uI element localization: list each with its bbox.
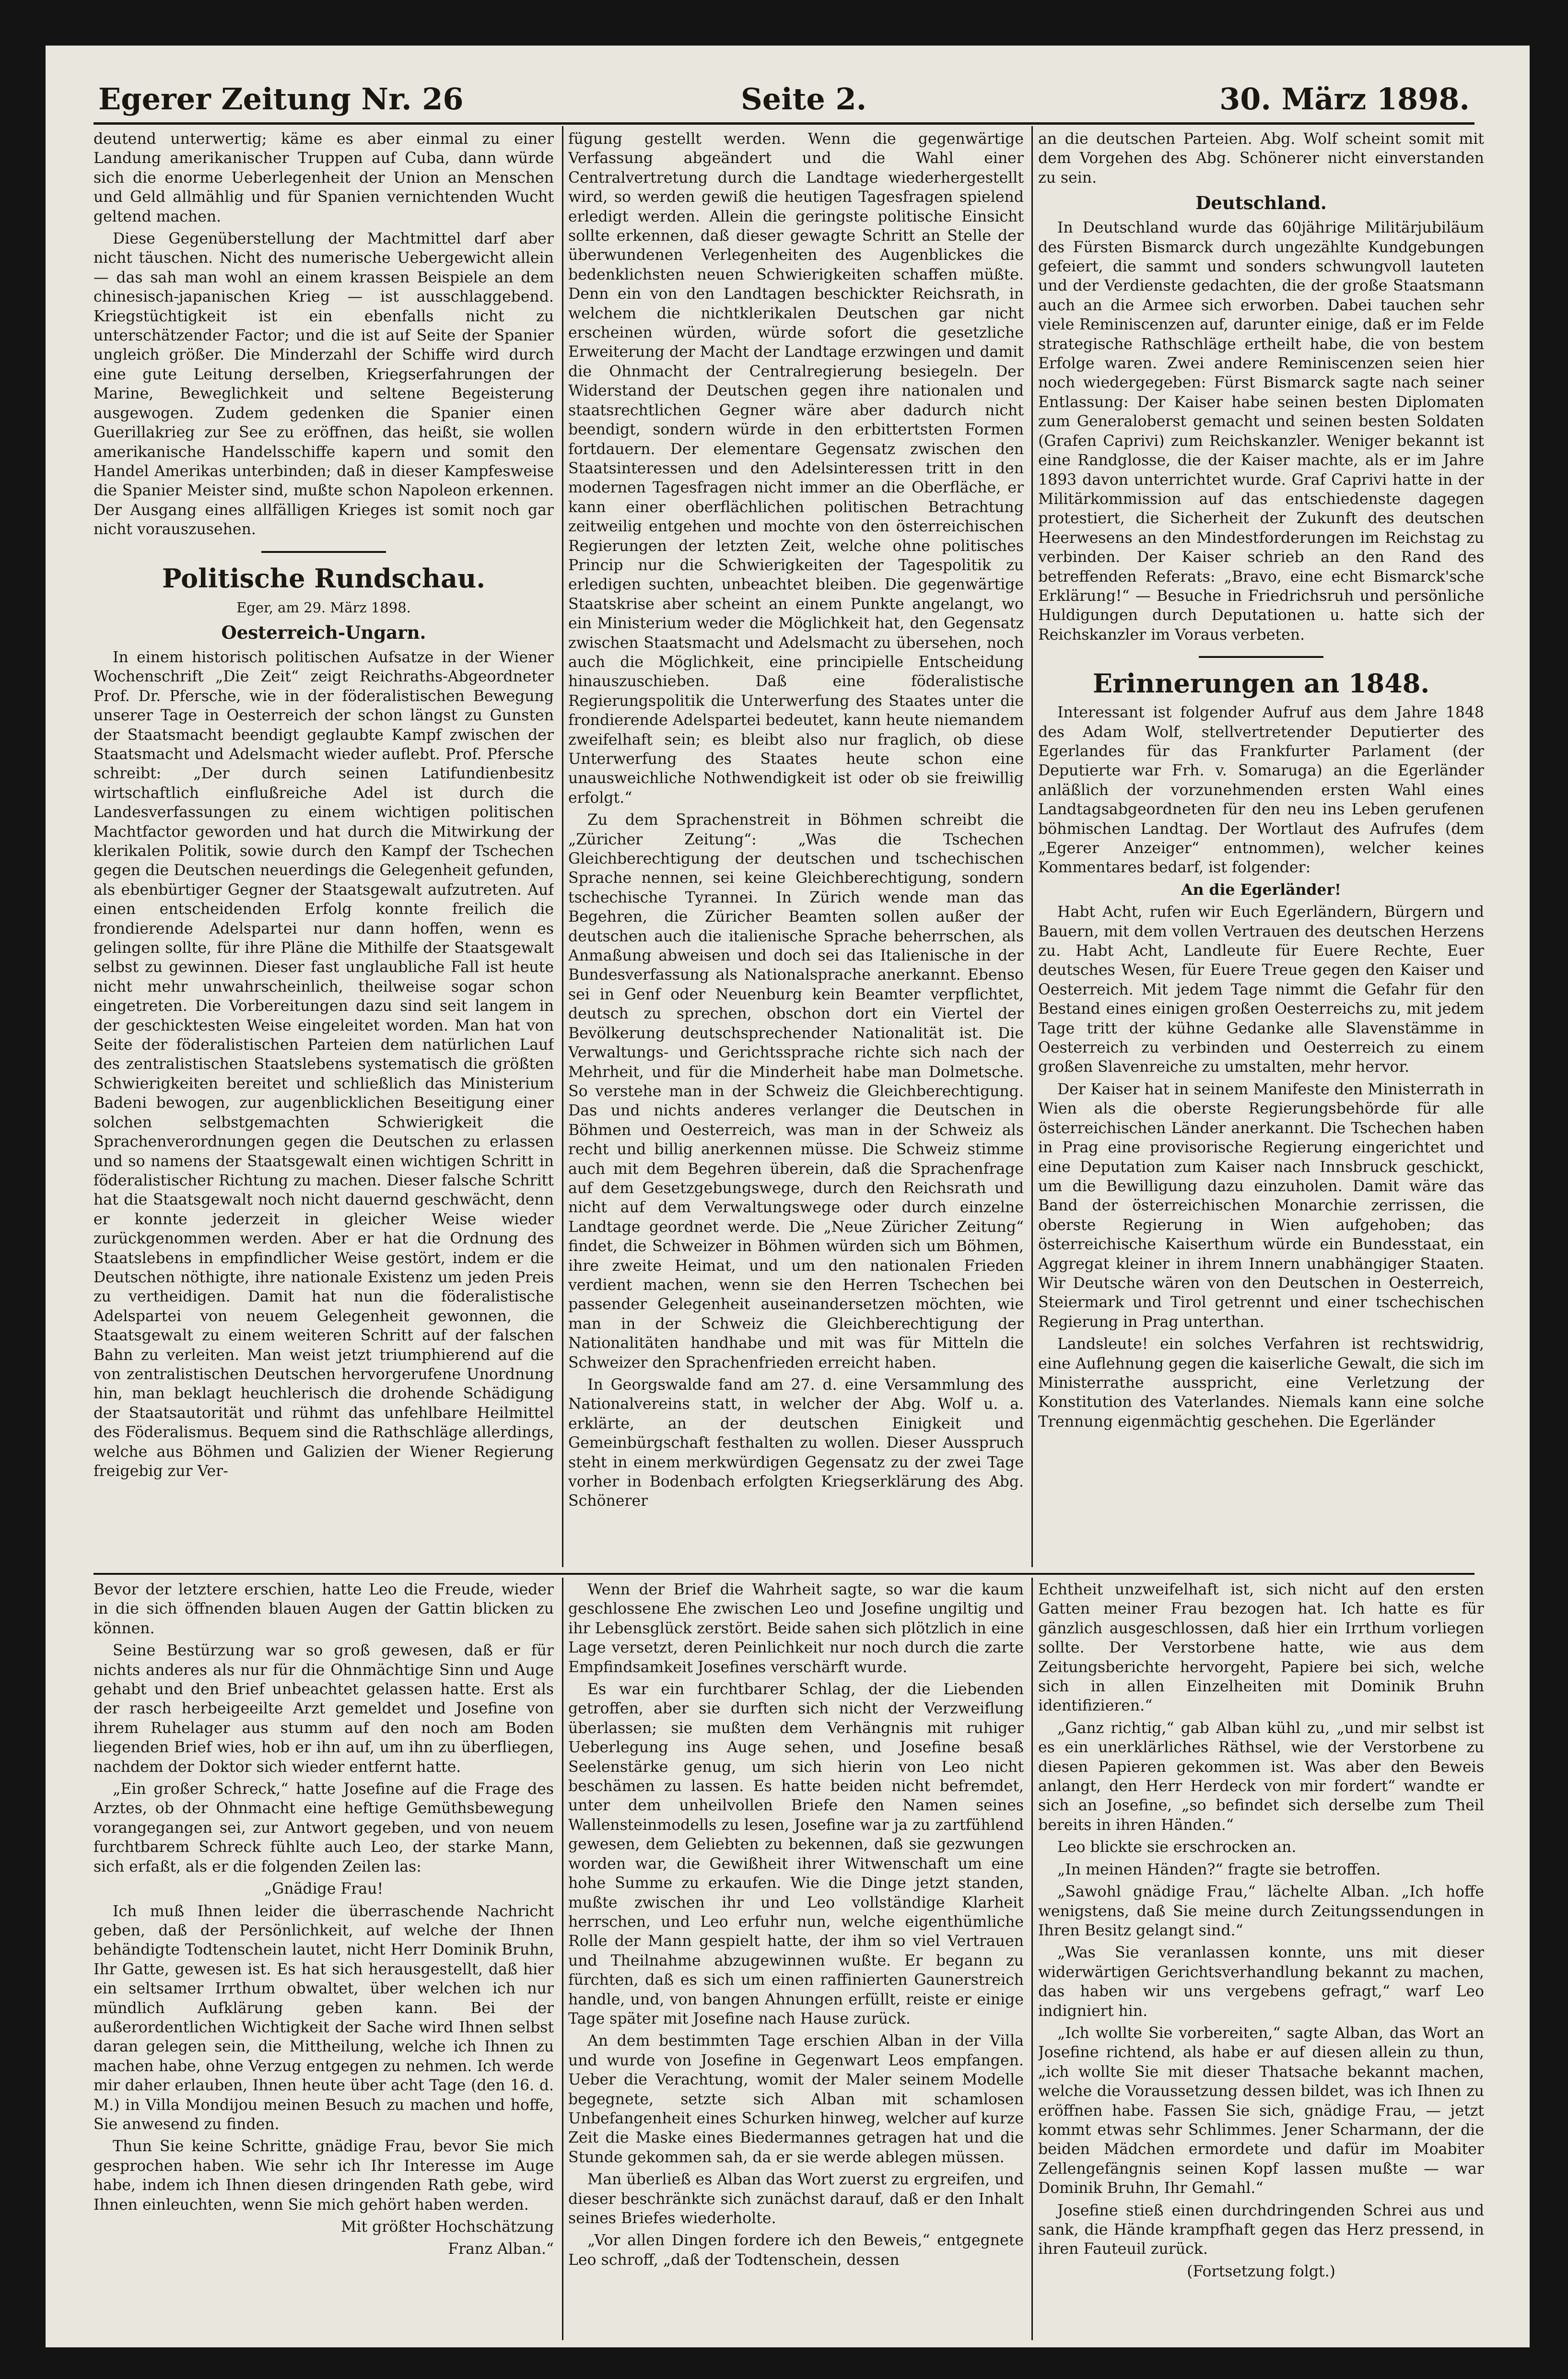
col1-paragraph-3: In einem historisch politischen Aufsatze in der Wiener Wochenschrift „Die Zeit“ zeigt Reichraths-Abgeordneter Prof. Dr. Pfersche, wie in der föderalistischen Bewegung unserer Tage in Oesterreich der schon längst zu Gunsten der Staatsmacht beendigt geglaubte Kampf zwischen der Staatsmacht und Adelsmacht wieder auflebt. Prof. Pfersche schreibt: „Der durch seinen Latifundienbesitz wirtschaftlich einflußreiche Adel ist durch die Landesverfassungen zu einem wichtigen politischen Machtfactor geworden und hat durch die Mitwirkung der klerikalen Politik, sowie durch den Kampf der Tschechen gegen die Deutschen neuerdings die Gelegenheit gefunden, als ebenbürtiger Gegner der Staatsgewalt aufzutreten. Auf einen entscheidenden Erfolg konnte freilich die frondierende Adelspartei nur dann hoffen, wenn es gelingen sollte, für ihre Pläne die Mithilfe der Staatsgewalt selbst zu gewinnen. Dieser fast unglaubliche Fall ist heute nicht mehr unwahrscheinlich, theilweise sogar schon eingetreten. Die Vorbereitungen dazu sind seit langem in der geschicktesten Weise eingeleitet worden. Man hat von Seite der föderalistischen Parteien dem natürlichen Lauf des zentralistischen Staatslebens systematisch die größten Schwierigkeiten bereitet und schließlich das Ministerium Badeni bewogen, zur augenblicklichen Beseitigung einer solchen selbstgemachten Schwierigkeit die Sprachenverordnungen gegen die Deutschen zu erlassen und so namens der Staatsgewalt einen wichtigen Schritt in föderalistischer Richtung zu machen. Dieser falsche Schritt hat die Staatsgewalt noch nicht dauernd geschwächt, denn er konnte jederzeit in gleicher Weise wieder zurückgenommen werden. Aber er hat die Ordnung des Staatslebens in empfindlicher Weise gestört, indem er die Deutschen nöthigte, ihre nationale Existenz um jeden Preis zu vertheidigen. Damit hat nun die föderalistische Adelspartei von neuem Gelegenheit gewonnen, die Staatsgewalt zu einem weiteren Schritt auf der falschen Bahn zu verleiten. Man weist jetzt triumphierend auf die von zentralistischen Deutschen hervorgerufene Unordnung hin, man beklagt heuchlerisch die drohende Schädigung der Staatsautorität und rühmt das unfehlbare Heilmittel des Föderalismus. Bequem sind die Rathschläge allerdings, welche aus Böhmen und Galizien der Wiener Regierung freigebig zur Ver- (94, 648, 554, 1480)
page-header (98, 67, 1470, 125)
feuilleton-column-1 (94, 1580, 554, 2343)
col3-paragraph-3: Interessant ist folgender Aufruf aus dem Jahre 1848 des Adam Wolf, stellvertretender Deputierter des Egerlandes für das Frankfurter Parlament (der Deputierte war Frh. v. Somaruga) an die Egerländer anläßlich der vorzunehmenden ersten Wahl eines Landtagsabgeordneten für den neu ins Leben gerufenen böhmischen Landtag. Der Wortlaut des Aufrufes (dem „Egerer Anzeiger“ entnommen), welcher keines Kommentares bedarf, ist folgender: (1038, 704, 1484, 877)
letter-body-1: Ich muß Ihnen leider die überraschende Nachricht geben, daß der Persönlichkeit, auf welche der Ihnen behändigte Todtenschein lautet, nicht Herr Dominik Bruhn, Ihr Gatte, gewesen ist. Es hat sich herausgestellt, daß hier ein seltsamer Irrthum obwaltet, über welchen ich nur mündlich Aufklärung geben kann. Bei der außerordentlichen Wichtigkeit der Sache wird Ihnen selbst daran gelegen sein, die Mittheilung, welche ich Ihnen zu machen habe, ohne Verzug entgegen zu nehmen. Ich werde mir daher erlauben, Ihnen heute über acht Tage (den 16. d. M.) in Villa Mondijou meinen Besuch zu machen und hoffe, Sie anwesend zu finden. (94, 1902, 554, 2133)
feuilleton-rule (94, 1573, 1474, 1575)
column-divider-2 (1031, 126, 1033, 1567)
feuilleton-divider-1 (562, 1578, 563, 2340)
feuilleton-c3-paragraph-7: „Ich wollte Sie vorbereiten,“ sagte Alban, das Wort an Josefine richtend, als habe er auf diesen allein zu thun, „ich wollte Sie mit dieser Thatsache bekannt machen, welche die Voraussetzung dessen bildet, was ich Ihnen zu eröffnen habe. Fassen Sie sich, gnädige Frau, — jetzt kommt etwas sehr Schlimmes. Jener Scharmann, der die beiden Mädchen ermordete und dafür im Moabiter Zellengefängnis seinen Kopf lassen mußte — war Dominik Bruhn, Ihr Gemahl.“ (1038, 2024, 1484, 2197)
deutschland-subheading: Deutschland. (1195, 192, 1327, 214)
feuilleton-c3-paragraph-5: „Sawohl gnädige Frau,“ lächelte Alban. „Ich hoffe wenigstens, daß Sie meine durch Zeitungssendungen in Ihren Besitz gelangt sind.“ (1038, 1883, 1484, 1939)
col2-paragraph-3: In Georgswalde fand am 27. d. eine Versammlung des Nationalvereins statt, in welcher der Abg. Wolf u. a. erklärte, an der deutschen Einigkeit und Gemeinbürgschaft festhalten zu wollen. Dieser Ausspruch steht in einem merkwürdigen Gegensatz zu der zwei Tage vorher in Bodenbach erfolgten Kriegserklärung des Abg. Schönerer (568, 1376, 1024, 1510)
header-title: Egerer Zeitung Nr. 26 (98, 82, 464, 117)
feuilleton-column-3 (1038, 1580, 1484, 2343)
feuilleton-column-2 (568, 1580, 1024, 2343)
feuilleton-c3-paragraph-8: Josefine stieß einen durchdringenden Schrei aus und sank, die Hände krampfhaft gegen das Herz pressend, in ihren Fauteuil zurück. (1038, 2202, 1484, 2258)
column-divider-1 (562, 126, 563, 1567)
col3-paragraph-1: an die deutschen Parteien. Abg. Wolf scheint somit mit dem Vorgehen des Abg. Schönerer nicht einverstanden zu sein. (1038, 130, 1484, 187)
section-separator (261, 551, 386, 553)
col3-paragraph-5: Der Kaiser hat in seinem Manifeste den Ministerrath in Wien als die oberste Regierungsbehörde für alle österreichischen Länder anerkannt. Die Tschechen haben in Prag eine provisorische Regierung eingerichtet und eine Deputation zum Kaiser nach Innsbruck geschickt, um die Bewilligung dazu einzuholen. Damit wäre das Band der österreichischen Monarchie zerrissen, die oberste Regierung in Wien aufgehoben; das österreichische Kaiserthum würde ein Bundesstaat, ein Aggregat kleiner in ihrem Innern unabhängiger Staaten. Wir Deutsche wären von den Deutschen in Oesterreich, Steiermark und Tirol getrennt und einer tschechischen Regierung in Prag unterthan. (1038, 1080, 1484, 1331)
oesterreich-ungarn-subheading: Oesterreich-Ungarn. (221, 621, 426, 643)
letter-signature: Franz Alban.“ (448, 2240, 554, 2258)
feuilleton-c2-paragraph-1: Wenn der Brief die Wahrheit sagte, so war die kaum geschlossene Ehe zwischen Leo und Josefine ungiltig und ihr Lebensglück zerstört. Beide sahen sich plötzlich in eine Lage versetzt, deren Peinlichkeit nur noch durch die zarte Empfindsamkeit Josefines verschärft wurde. (568, 1581, 1024, 1676)
feuilleton-c1-paragraph-1: Bevor der letztere erschien, hatte Leo die Freude, wieder in die sich öffnenden blauen Augen der Gattin blicken zu können. (94, 1581, 554, 1637)
feuilleton-c2-paragraph-5: „Vor allen Dingen fordere ich den Beweis,“ entgegnete Leo schroff, „daß der Todtenschein, dessen (568, 2232, 1024, 2269)
letter-closing: Mit größter Hochschätzung (341, 2218, 554, 2236)
letter-body-2: Thun Sie keine Schritte, gnädige Frau, bevor Sie mich gesprochen haben. Wie sehr ich Ihr Interesse im Auge habe, indem ich Ihnen diesen dringenden Rath gebe, wird Ihnen einleuchten, wenn Sie mich gehört haben werden. (94, 2138, 554, 2214)
section-separator (1199, 656, 1323, 658)
header-rule (94, 122, 1474, 125)
col2-paragraph-1: fügung gestellt werden. Wenn die gegenwärtige Verfassung abgeändert und die Wahl einer Centralvertretung durch die Landtage wiederhergestellt wird, so werden gewiß die heutigen Tagesfragen spielend erledigt werden. Allein die geringste politische Einsicht sollte erkennen, daß dieser gewagte Schritt an Stelle der überwundenen Verlegenheiten des Augenblickes die bedenklichsten neuen Schwierigkeiten schaffen müßte. Denn ein von den Landtagen beschickter Reichsrath, in welchem die nichtklerikalen Deutschen gar nicht erscheinen würden, würde sofort die gesetzliche Erweiterung der Macht der Landtage erzwingen und damit die Ohnmacht der Centralregierung besiegeln. Der Widerstand der Deutschen gegen ihre nationalen und staatsrechtlichen Gegner wäre aber dadurch nicht beendigt, sondern würde in den erbittertsten Formen fortdauern. Der elementare Gegensatz zwischen den Staatsinteressen und den Adelsinteressen tritt in den modernen Tagesfragen nicht immer an die Oberfläche, er kann einer oberflächlichen politischen Betrachtung zeitweilig entgehen und mochte von den österreichischen Regierungen der letzten Zeit, welche ohne politisches Princip nur die Schwierigkeiten der Tagespolitik zu erledigen suchten, unbeachtet bleiben. Die gegenwärtige Staatskrise aber scheint an einem Punkte angelangt, wo ein Ministerium weder die Möglichkeit hat, den Gegensatz zwischen Staatsmacht und Adelsmacht zu übersehen, noch auch die Möglichkeit, eine principielle Entscheidung hinauszuschieben. Daß eine föderalistische Regierungspolitik die Unterwerfung des Staates unter die frondierende Adelspartei bedeutet, kann heute niemandem zweifelhaft sein; es bleibt also nur fraglich, ob diese Unterwerfung des Staates heute schon eine unausweichliche Nothwendigkeit ist oder ob sie freiwillig erfolgt.“ (568, 130, 1024, 807)
feuilleton-c2-paragraph-2: Es war ein furchtbarer Schlag, der die Liebenden getroffen, aber sie durften sich nicht der Verzweiflung überlassen; sie mußten dem Verhängnis mit ruhiger Ueberlegung ins Auge sehen, und Josefine besaß Seelenstärke genug, um sich hierin von Leo nicht beschämen zu lassen. Es hatte beiden nicht befremdet, unter dem unheilvollen Briefe den Namen seines Wallensteinmodells zu lesen, Josefine war ja zu zartfühlend gewesen, dem Geliebten zu bekennen, daß sie gezwungen worden war, die Gewißheit ihrer Witwenschaft um eine hohe Summe zu erkaufen. Wie die Dinge jetzt standen, mußte zwischen ihr und Leo vollständige Klarheit herrschen, und Leo erfuhr nun, welche eigenthümliche Rolle der Mann gespielt hatte, der ihm so viel Vertrauen und Theilnahme abzugewinnen wußte. Er begann zu fürchten, daß es sich um einen raffinierten Gaunerstreich handle, und, von bangen Ahnungen erfüllt, reiste er einige Tage später mit Josefine nach Hause zurück. (568, 1681, 1024, 2027)
column-1 (94, 129, 554, 1568)
column-3 (1038, 129, 1484, 1568)
col1-paragraph-1: deutend unterwertig; käme es aber einmal zu einer Landung amerikanischer Truppen auf Cuba, dann würde sich die enorme Ueberlegenheit der Union an Menschen und Geld allmählig und für Spanien vernichtenden Wucht geltend machen. (94, 130, 554, 225)
col3-paragraph-2: In Deutschland wurde das 60jährige Militärjubiläum des Fürsten Bismarck durch ungezählte Kundgebungen gefeiert, die sammt und sonders schwungvoll lauteten und der Verdienste gedachten, die der große Staatsmann auch an die Armee sich erworben. Dabei tauchen sehr viele Reminiscenzen auf, darunter einige, daß er im Felde strategische Rathschläge ertheilt habe, die von bestem Erfolge waren. Zwei andere Reminiscenzen seien hier noch wiedergegeben: Fürst Bismarck sagte nach seiner Entlassung: Der Kaiser habe seinen besten Diplomaten zum Generaloberst gemacht und seinen besten Soldaten (Grafen Caprivi) zum Reichskanzler. Weniger bekannt ist eine Randglosse, die der Kaiser machte, als er im Jahre 1893 davon unterrichtet wurde. Graf Caprivi hatte in der Militärkommission auf das entschiedenste dagegen protestiert, die Sicherheit der Zukunft des deutschen Heerwesens an den Mindestforderungen im Reichstag zu verbinden. Der Kaiser schrieb an den Rand des betreffenden Referats: „Bravo, eine echt Bismarck'sche Erklärung!“ — Besuche in Friedrichsruh und persönliche Huldigungen durch Deputationen u. hatte sich der Reichskanzler im Voraus verbeten. (1038, 219, 1484, 644)
header-date: 30. März 1898. (1219, 82, 1470, 117)
feuilleton-c3-paragraph-2: „Ganz richtig,“ gab Alban kühl zu, „und mir selbst ist es ein unerklärliches Räthsel, wie der Verstorbene zu diesen Papieren gekommen ist. Was aber den Beweis anlangt, den Herr Herdeck von mir fordert“ wandte er sich an Josefine, „so befindet sich derselbe zum Theil bereits in ihren Händen.“ (1038, 1719, 1484, 1834)
feuilleton-c2-paragraph-4: Man überließ es Alban das Wort zuerst zu ergreifen, und dieser beschränkte sich zunächst darauf, daß er den Inhalt seines Briefes wiederholte. (568, 2171, 1024, 2227)
col3-paragraph-6: Landsleute! ein solches Verfahren ist rechtswidrig, eine Auflehnung gegen die kaiserliche Gewalt, die sich im Ministerrathe ausspricht, eine Verletzung der Konstitution des Vaterlandes. Niemals kann eine solche Trennung eigenmächtig geschehen. Die Egerländer (1038, 1336, 1484, 1430)
address-line: An die Egerländer! (1181, 880, 1341, 899)
letter-salutation: „Gnädige Frau! (264, 1880, 384, 1898)
col2-paragraph-2: Zu dem Sprachenstreit in Böhmen schreibt die „Züricher Zeitung“: „Was die Tschechen Gleichberechtigung der deutschen und tschechischen Sprache nennen, sei keine Gleichberechtigung, sondern tschechische Tyrannei. In Zürich wende man das Begehren, die Züricher Beamten sollen außer der deutschen auch die italienische Sprache beherrschen, als Anmaßung abweisen und doch sei das Italienische in der Bundesverfassung als Nationalsprache anerkannt. Ebenso sei in Genf oder Neuenburg kein Beamter verpflichtet, deutsch zu sprechen, obschon dort ein Viertel der Bevölkerung deutschsprechender Nationalität ist. Die Verwaltungs- und Gerichtssprache richte sich nach der Mehrheit, und für die Minderheit habe man Dolmetsche. So verstehe man in der Schweiz die Gleichberechtigung. Das und nichts anderes verlanger die Deutschen in Böhmen und Oesterreich, was man in der Schweiz als recht und billig anerkennen müsse. Die Schweiz stimme auch mit dem Begehren überein, daß die Sprachenfrage auf dem Gesetzgebungswege, durch den Reichsrath und nicht auf dem Verwaltungswege oder durch einzelne Landtage geordnet werde. Die „Neue Züricher Zeitung“ findet, die Schweizer in Böhmen würden sich um Böhmen, ihre zweite Heimat, und um den nationalen Frieden verdient machen, wenn sie den Herren Tschechen bei passender Gelegenheit auseinandersetzen möchten, wie man in der Schweiz die Gleichberechtigung der Nationalitäten handhabe und mit was für Mitteln die Schweizer den Sprachenfrieden erreicht haben. (568, 811, 1024, 1371)
politische-rundschau-heading: Politische Rundschau. (162, 563, 486, 594)
feuilleton-c3-paragraph-1: Echtheit unzweifelhaft ist, sich nicht auf den ersten Gatten meiner Frau bezogen hat. Ich hatte es für gänzlich ausgeschlossen, daß hier ein Irrthum vorliegen sollte. Der Verstorbene hatte, wie aus dem Zeitungsberichte hervorgeht, Papiere bei sich, welche sich in allen Einzelheiten mit Dominik Bruhn identifizieren.“ (1038, 1581, 1484, 1715)
feuilleton-c3-paragraph-6: „Was Sie veranlassen konnte, uns mit dieser widerwärtigen Gerichtsverhandlung bekannt zu machen, das haben wir uns vergebens gefragt,“ warf Leo indigniert hin. (1038, 1944, 1484, 2020)
erinnerungen-heading: Erinnerungen an 1848. (1092, 668, 1430, 699)
feuilleton-c3-paragraph-4: „In meinen Händen?“ fragte sie betroffen. (1057, 1861, 1381, 1878)
column-2 (568, 129, 1024, 1568)
col1-paragraph-2: Diese Gegenüberstellung der Machtmittel darf aber nicht täuschen. Nicht des numerische Uebergewicht allein — das sah man wohl an einem krassen Beispiele an dem chinesisch-japanischen Krieg — ist ausschlaggebend. Kriegstüchtigkeit ist ein ebenfalls nicht zu unterschätzender Factor; und die ist auf Seite der Spanier ungleich größer. Die Minderzahl der Schiffe wird durch eine gute Leitung derselben, Kriegserfahrungen der Marine, Beweglichkeit und seltene Begeisterung ausgewogen. Zudem gedenken die Spanier einen Guerillakrieg zur See zu eröffnen, das heißt, sie wollen amerikanische Handelsschiffe kapern und somit den Handel Amerikas unterbinden; daß in dieser Kampfesweise die Spanier Meister sind, mußte schon Napoleon erkennen. Der Ausgang eines allfälligen Krieges ist somit noch gar nicht vorauszusehen. (94, 230, 554, 539)
newspaper-page (46, 46, 1530, 2347)
feuilleton-c1-paragraph-2: Seine Bestürzung war so groß gewesen, daß er für nichts anderes als nur für die Ohnmächtige Sinn und Auge gehabt und den Brief unbeachtet gelassen hatte. Erst als der rasch herbeigeeilte Arzt gemeldet und Josefine von ihrem Ruhelager aus stumm auf den noch am Boden liegenden Brief wies, hob er ihn auf, um ihn zu überfliegen, nachdem der Doktor sich wieder entfernt hatte. (94, 1642, 554, 1776)
continuation-note: (Fortsetzung folgt.) (1187, 2262, 1335, 2280)
feuilleton-c1-paragraph-3: „Ein großer Schreck,“ hatte Josefine auf die Frage des Arztes, ob der Ohnmacht eine heftige Gemüthsbewegung vorangegangen sei, zur Antwort gegeben, und von neuem furchtbarem Schreck fühlte auch Leo, der starke Mann, sich erfaßt, als er die folgenden Zeilen las: (94, 1781, 554, 1875)
header-page-number: Seite 2. (741, 82, 867, 117)
feuilleton-c2-paragraph-3: An dem bestimmten Tage erschien Alban in der Villa und wurde von Josefine in Gegenwart Leos empfangen. Ueber die Verachtung, womit der Maler seinem Modelle begegnete, setzte sich Alban mit schamlosen Unbefangenheit eines Schurken hinweg, welcher auf kurze Zeit die Maske eines Biedermannes getragen hat und die Stunde gekommen sah, da er sie werde ablegen müssen. (568, 2032, 1024, 2166)
dateline: Eger, am 29. März 1898. (236, 599, 411, 616)
feuilleton-divider-2 (1031, 1578, 1033, 2340)
feuilleton-c3-paragraph-3: Leo blickte sie erschrocken an. (1057, 1839, 1297, 1856)
col3-paragraph-4: Habt Acht, rufen wir Euch Egerländern, Bürgern und Bauern, mit dem vollen Vertrauen des deutschen Herzens zu. Habt Acht, Landleute für Euere Rechte, Euer deutsches Wesen, für Euere Treue gegen den Kaiser und Oesterreich. Mit jedem Tage nimmt die Gefahr für den Bestand eines einigen großen Oesterreichs zu, mit jedem Tage tritt der kühne Gedanke alle Slavenstämme in Oesterreich zu verbinden und Oesterreich zu einem großen Slavenreiche zu umstalten, mehr hervor. (1038, 903, 1484, 1076)
